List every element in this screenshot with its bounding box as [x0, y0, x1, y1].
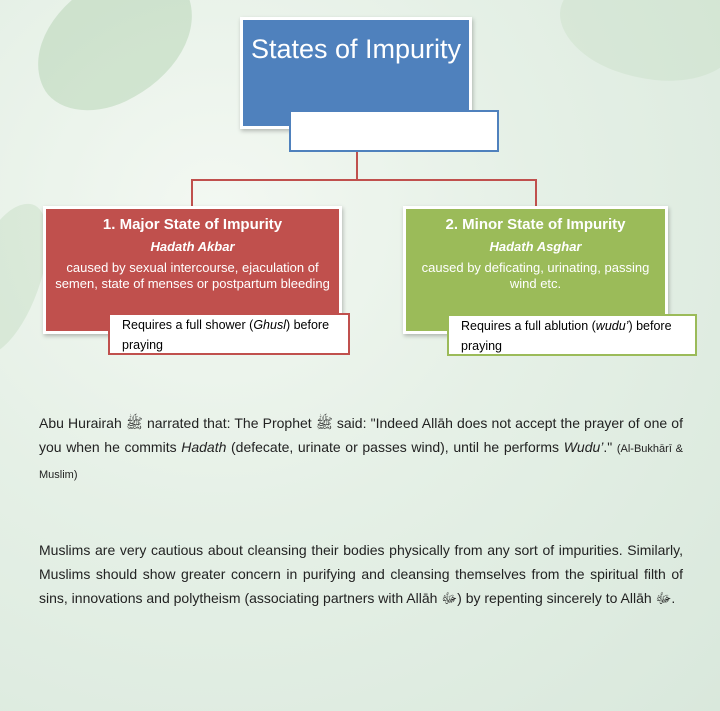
minor-note-text: Requires a full ablution (	[461, 319, 596, 333]
connector-line	[535, 179, 537, 209]
hadith-text: Abu Hurairah ﷺ narrated that: The Prophet ﷺ said: "Indeed Allāh does not accept the prayer of one of you when he commits	[39, 415, 683, 455]
hadith-source: (Al-Bukhārī & Muslim)	[39, 443, 683, 481]
minor-title: 2. Minor State of Impurity	[445, 216, 626, 233]
minor-requirement-note	[447, 314, 697, 356]
minor-note-text: ) before praying	[461, 319, 672, 353]
hadith-paragraph	[39, 411, 683, 487]
minor-note-term: wudu’	[595, 319, 629, 333]
background-leaf	[547, 0, 720, 107]
minor-arabic-term: Hadath Asghar	[489, 239, 582, 254]
major-description: caused by sexual intercourse, ejaculation of semen, state of menses or postpartum bleeding	[55, 260, 330, 291]
minor-description: caused by deficating, urinating, passing wind etc.	[421, 260, 650, 291]
major-note-term: Ghusl	[253, 318, 286, 332]
connector-line	[191, 179, 193, 208]
hadith-term: Hadath	[181, 439, 227, 455]
connector-line	[191, 179, 537, 181]
hadith-term: Wudu’	[563, 439, 604, 455]
major-note-text: Requires a full shower (	[122, 318, 254, 332]
major-note-text: ) before praying	[122, 318, 330, 352]
major-requirement-note	[108, 313, 350, 355]
hadith-text: (defecate, urinate or passes wind), until he performs	[226, 439, 564, 455]
closing-paragraph: Muslims are very cautious about cleansing their bodies physically from any sort of impurities. Similarly, Muslims should show greater concern in purifying and cleansing themselves from the spiritual filth of sins, innovations and polytheism (associating partners with Allāh ﷻ) by repenting sincerely to Allāh ﷻ.	[39, 542, 683, 606]
hadith-text: ."	[603, 439, 617, 455]
major-title: 1. Major State of Impurity	[102, 216, 283, 233]
background-leaf	[13, 0, 218, 130]
title-tab	[289, 110, 499, 152]
diagram-title: States of Impurity	[250, 34, 462, 64]
connector-line	[356, 152, 358, 180]
major-arabic-term: Hadath Akbar	[150, 239, 235, 254]
